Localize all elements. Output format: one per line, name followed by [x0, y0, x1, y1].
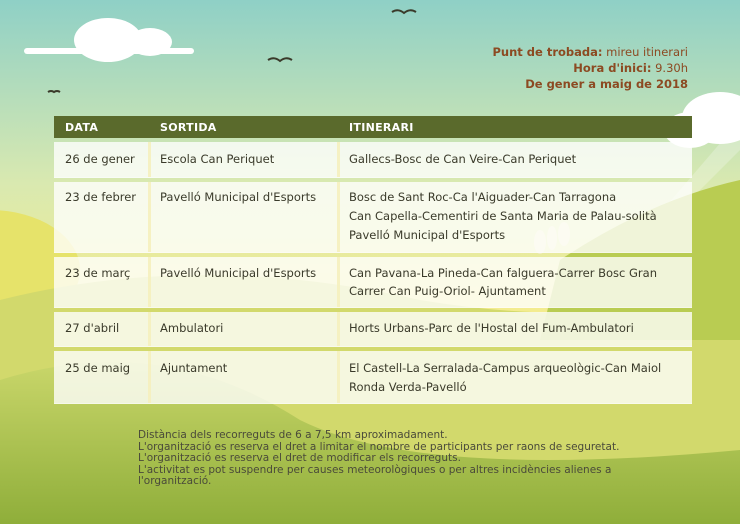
- row-route-line: Horts Urbans-Parc de l'Hostal del Fum-Ambulatori: [349, 321, 634, 335]
- table-row: [54, 257, 692, 308]
- row-route-line: El Castell-La Serralada-Campus arqueològic-Can Maiol: [349, 361, 662, 375]
- schedule-table: [54, 116, 692, 404]
- row-start: Escola Can Periquet: [160, 152, 275, 166]
- footnotes: [138, 430, 619, 488]
- row-date: 25 de maig: [65, 361, 131, 375]
- row-route-line: Carrer Can Puig-Oriol- Ajuntament: [349, 284, 546, 298]
- footnote-line: l'organització.: [138, 475, 212, 488]
- table-row: [54, 142, 692, 178]
- row-route-line: Can Capella-Cementiri de Santa Maria de Palau-solità: [349, 209, 657, 223]
- row-start: Pavelló Municipal d'Esports: [160, 266, 317, 280]
- header-route: ITINERARI: [349, 121, 414, 134]
- meeting-info: [492, 44, 688, 92]
- row-date: 27 d'abril: [65, 321, 120, 335]
- row-date: 23 de febrer: [65, 190, 137, 204]
- table-header: [54, 116, 692, 138]
- table-row: [54, 351, 692, 404]
- row-start: Ajuntament: [160, 361, 228, 375]
- row-date: 23 de març: [65, 266, 131, 280]
- row-route-line: Ronda Verda-Pavelló: [349, 380, 467, 394]
- table-row: [54, 312, 692, 347]
- row-route-line: Pavelló Municipal d'Esports: [349, 228, 506, 242]
- header-date: DATA: [65, 121, 99, 134]
- footnote-line: L'activitat es pot suspendre per causes meteorològiques o per altres incidències alienes a: [138, 463, 612, 476]
- row-start: Pavelló Municipal d'Esports: [160, 190, 317, 204]
- row-start: Ambulatori: [160, 321, 224, 335]
- row-route-line: Can Pavana-La Pineda-Can falguera-Carrer Bosc Gran: [349, 266, 657, 280]
- meeting-point: Punt de trobada: mireu itinerari: [492, 45, 688, 59]
- header-start: SORTIDA: [160, 121, 217, 134]
- row-date: 26 de gener: [65, 152, 135, 166]
- start-time: Hora d'inici: 9.30h: [573, 61, 688, 75]
- row-route-line: Gallecs-Bosc de Can Veire-Can Periquet: [349, 152, 577, 166]
- table-row: [54, 182, 692, 253]
- footnote-line: Distància dels recorreguts de 6 a 7,5 km aproximadament.: [138, 429, 448, 441]
- footnote-line: L'organització es reserva el dret a limitar el nombre de participants per raons de seguretat.: [138, 440, 620, 453]
- footnote-line: L'organització es reserva el dret de modificar els recorreguts.: [138, 452, 461, 465]
- season-range: De gener a maig de 2018: [525, 77, 688, 91]
- row-route-line: Bosc de Sant Roc-Ca l'Aiguader-Can Tarragona: [349, 190, 617, 204]
